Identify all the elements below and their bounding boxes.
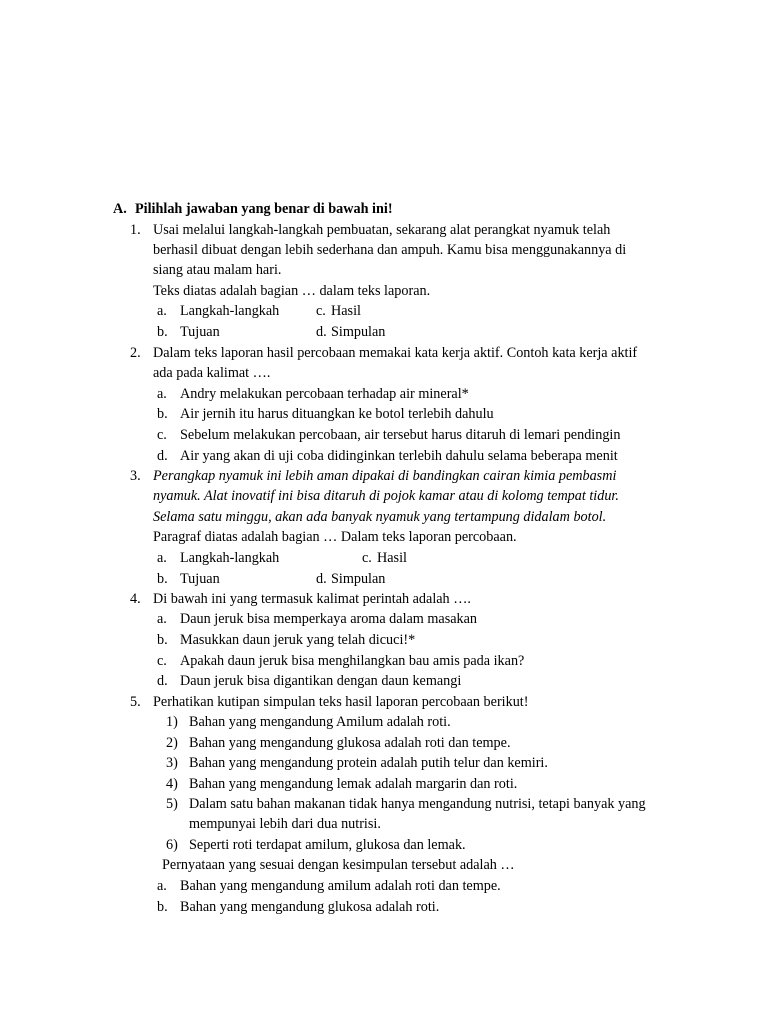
statement-text: Dalam satu bahan makanan tidak hanya mengandung nutrisi, tetapi banyak yang	[189, 796, 646, 812]
option-text: Langkah-langkah	[180, 550, 280, 566]
question-2-number: 2.	[130, 345, 141, 361]
question-1-text-line: Usai melalui langkah-langkah pembuatan, sekarang alat perangkat nyamuk telah	[153, 222, 611, 238]
question-4-text: Di bawah ini yang termasuk kalimat perintah adalah ….	[153, 591, 471, 607]
statement-number: 6)	[166, 837, 178, 853]
statement-number: 4)	[166, 776, 178, 792]
option-text: Tujuan	[180, 324, 220, 340]
option-text: Tujuan	[180, 571, 220, 587]
option-letter: b.	[157, 406, 168, 422]
option-text: Andry melakukan percobaan terhadap air mineral*	[180, 386, 469, 402]
option-letter: c.	[157, 427, 167, 443]
statement-number: 1)	[166, 714, 178, 730]
option-text: Sebelum melakukan percobaan, air tersebut harus ditaruh di lemari pendingin	[180, 427, 621, 443]
question-1-text-line: berhasil dibuat dengan lebih sederhana dan ampuh. Kamu bisa menggunakannya di	[153, 242, 627, 258]
question-5-prompt: Pernyataan yang sesuai dengan kesimpulan tersebut adalah …	[162, 857, 515, 873]
question-3-italic-line: nyamuk. Alat inovatif ini bisa ditaruh di pojok kamar atau di kolomg tempat tidur.	[153, 488, 619, 504]
option-letter: a.	[157, 878, 167, 894]
option-text: Masukkan daun jeruk yang telah dicuci!*	[180, 632, 416, 648]
question-3-italic-line: Perangkap nyamuk ini lebih aman dipakai di bandingkan cairan kimia pembasmi	[153, 468, 617, 484]
question-3-number: 3.	[130, 468, 141, 484]
question-2-text-line: Dalam teks laporan hasil percobaan memakai kata kerja aktif. Contoh kata kerja aktif	[153, 345, 638, 361]
question-4-number: 4.	[130, 591, 141, 607]
option-letter: b.	[157, 632, 168, 648]
question-5-number: 5.	[130, 694, 141, 710]
option-letter: d.	[157, 673, 168, 689]
question-2-text-line: ada pada kalimat ….	[153, 365, 271, 381]
option-letter: b.	[157, 324, 168, 340]
statement-number: 5)	[166, 796, 178, 812]
option-letter: c.	[362, 550, 372, 566]
option-text: Hasil	[331, 303, 361, 319]
option-text: Simpulan	[331, 324, 386, 340]
statement-text: Seperti roti terdapat amilum, glukosa dan lemak.	[189, 837, 466, 853]
option-text: Apakah daun jeruk bisa menghilangkan bau amis pada ikan?	[180, 653, 525, 669]
question-1-text-line: siang atau malam hari.	[153, 262, 282, 278]
question-3-prompt: Paragraf diatas adalah bagian … Dalam teks laporan percobaan.	[153, 529, 517, 545]
option-text: Langkah-langkah	[180, 303, 280, 319]
option-text: Bahan yang mengandung glukosa adalah roti.	[180, 899, 440, 915]
option-letter: b.	[157, 571, 168, 587]
statement-text: mempunyai lebih dari dua nutrisi.	[189, 816, 381, 832]
option-letter: b.	[157, 899, 168, 915]
option-text: Air yang akan di uji coba didinginkan terlebih dahulu selama beberapa menit	[180, 448, 618, 464]
option-letter: d.	[316, 571, 327, 587]
question-1-prompt: Teks diatas adalah bagian … dalam teks laporan.	[153, 283, 431, 299]
option-letter: a.	[157, 303, 167, 319]
option-letter: d.	[316, 324, 327, 340]
statement-text: Bahan yang mengandung Amilum adalah roti.	[189, 714, 451, 730]
statement-text: Bahan yang mengandung glukosa adalah roti dan tempe.	[189, 735, 511, 751]
statement-number: 2)	[166, 735, 178, 751]
option-letter: c.	[157, 653, 167, 669]
statement-text: Bahan yang mengandung protein adalah putih telur dan kemiri.	[189, 755, 548, 771]
question-3-italic-line: Selama satu minggu, akan ada banyak nyamuk yang tertampung didalam botol.	[153, 509, 607, 525]
option-text: Hasil	[377, 550, 407, 566]
statement-number: 3)	[166, 755, 178, 771]
statement-text: Bahan yang mengandung lemak adalah margarin dan roti.	[189, 776, 518, 792]
option-letter: d.	[157, 448, 168, 464]
option-letter: a.	[157, 386, 167, 402]
question-1-number: 1.	[130, 222, 141, 238]
option-text: Bahan yang mengandung amilum adalah roti dan tempe.	[180, 878, 501, 894]
option-text: Air jernih itu harus dituangkan ke botol terlebih dahulu	[180, 406, 494, 422]
section-title: Pilihlah jawaban yang benar di bawah ini!	[135, 201, 393, 217]
option-text: Daun jeruk bisa digantikan dengan daun kemangi	[180, 673, 462, 689]
option-letter: c.	[316, 303, 326, 319]
section-letter: A.	[113, 201, 127, 217]
option-text: Simpulan	[331, 571, 386, 587]
option-letter: a.	[157, 550, 167, 566]
question-5-text: Perhatikan kutipan simpulan teks hasil laporan percobaan berikut!	[153, 694, 529, 710]
option-text: Daun jeruk bisa memperkaya aroma dalam masakan	[180, 611, 478, 627]
option-letter: a.	[157, 611, 167, 627]
